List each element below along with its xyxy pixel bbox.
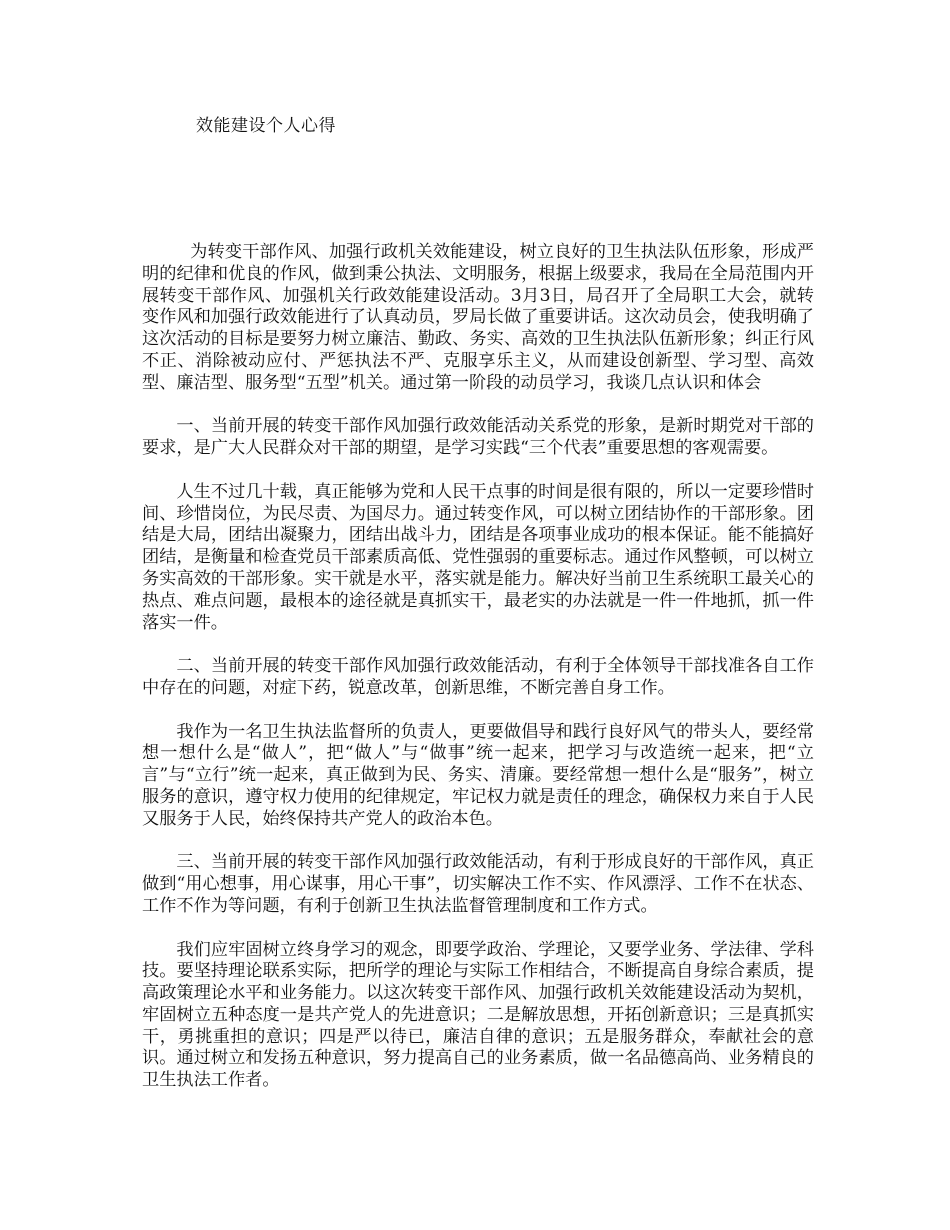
paragraph-point-three-detail: 我们应牢固树立终身学习的观念，即要学政治、学理论，又要学业务、学法律、学科技。要坚持理论联系实际，把所学的理论与实际工作相结合，不断提高自身综合素质，提高政策理论水平和业务能力。以这次转变干部作风、加强行政机关效能建设活动为契机，牢固树立五种态度一是共产党人的先进意识；二是解放思想，开拓创新意识；三是真抓实干，勇挑重担的意识；四是严以待已，廉洁自律的意识；五是服务群众，奉献社会的意识。通过树立和发扬五种意识，努力提高自己的业务素质，做一名品德高尚、业务精良的卫生执法工作者。 bbox=[142, 939, 814, 1091]
paragraph-point-two: 二、当前开展的转变干部作风加强行政效能活动，有利于全体领导干部找准各自工作中存在的问题，对症下药，锐意改革，创新思维，不断完善自身工作。 bbox=[142, 656, 814, 698]
document-title: 效能建设个人心得 bbox=[196, 116, 336, 136]
paragraph-point-one: 一、当前开展的转变干部作风加强行政效能活动关系党的形象，是新时期党对干部的要求，是广大人民群众对干部的期望，是学习实践“三个代表”重要思想的客观需要。 bbox=[142, 416, 814, 459]
paragraph-point-three: 三、当前开展的转变干部作风加强行政效能活动，有利于形成良好的干部作风，真正做到“用心想事，用心谋事，用心干事”，切实解决工作不实、作风漂浮、工作不在状态、工作不作为等问题，有利于创新卫生执法监督管理制度和工作方式。 bbox=[142, 852, 814, 916]
paragraph-intro: 为转变干部作风、加强行政机关效能建设，树立良好的卫生执法队伍形象，形成严明的纪律和优良的作风，做到秉公执法、文明服务，根据上级要求，我局在全局范围内开展转变干部作风、加强机关行政效能建设活动。3月3日，局召开了全局职工大会，就转变作风和加强行政效能进行了认真动员，罗局长做了重要讲话。这次动员会，使我明确了这次活动的目标是要努力树立廉洁、勤政、务实、高效的卫生执法队伍新形象；纠正行风不正、消除被动应付、严惩执法不严、克服享乐主义，从而建设创新型、学习型、高效型、廉洁型、服务型“五型”机关。通过第一阶段的动员学习，我谈几点认识和体会 bbox=[142, 242, 814, 393]
document-body bbox=[142, 242, 814, 1092]
paragraph-point-one-detail: 人生不过几十载，真正能够为党和人民干点事的时间是很有限的，所以一定要珍惜时间、珍惜岗位，为民尽责、为国尽力。通过转变作风，可以树立团结协作的干部形象。团结是大局，团结出凝聚力，团结出战斗力，团结是各项事业成功的根本保证。能不能搞好团结，是衡量和检查党员干部素质高低、党性强弱的重要标志。通过作风整顿，可以树立务实高效的干部形象。实干就是水平，落实就是能力。解决好当前卫生系统职工最关心的热点、难点问题，最根本的途径就是真抓实干，最老实的办法就是一件一件地抓，抓一件落实一件。 bbox=[142, 481, 814, 633]
paragraph-point-two-detail: 我作为一名卫生执法监督所的负责人，更要做倡导和践行良好风气的带头人，要经常想一想什么是“做人”，把“做人”与“做事”统一起来，把学习与改造统一起来，把“立言”与“立行”统一起来，真正做到为民、务实、清廉。要经常想一想什么是“服务”，树立服务的意识，遵守权力使用的纪律规定，牢记权力就是责任的理念，确保权力来自于人民又服务于人民，始终保持共产党人的政治本色。 bbox=[142, 721, 814, 829]
